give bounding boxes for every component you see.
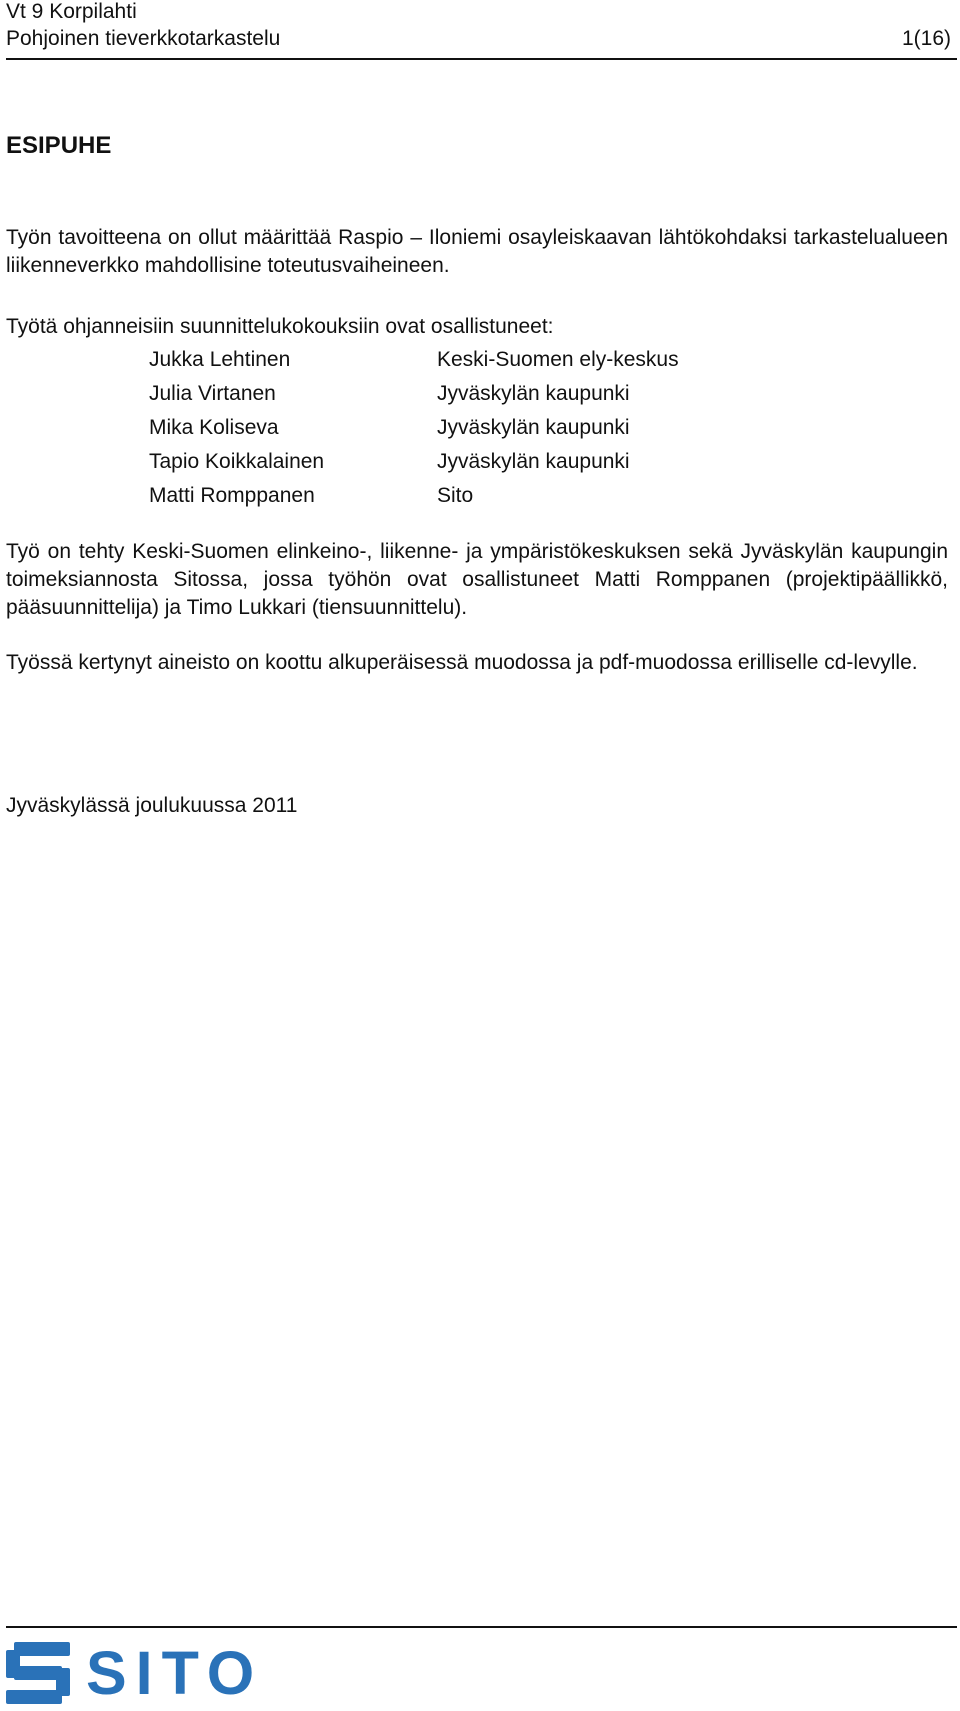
- participant-organization: Keski-Suomen ely-keskus: [437, 348, 679, 371]
- participant-name: Julia Virtanen: [149, 382, 276, 405]
- participant-organization: Sito: [437, 484, 474, 507]
- page-number: 1(16): [901, 27, 951, 50]
- document-title: ESIPUHE: [6, 132, 112, 159]
- work-description-paragraph: Työ on tehty Keski-Suomen elinkeino-, liikenne- ja ympäristökeskuksen sekä Jyväskylän kaupungin toimeksiannosta Sitossa, jossa työhön ovat osallistuneet Matti Romppanen (projektipäällikkö, pääsuunnittelija) ja Timo Lukkari (tiensuunnittelu).: [6, 540, 948, 619]
- participant-row: [149, 448, 799, 482]
- sito-s-logo-icon: [6, 1642, 70, 1704]
- page-header: [6, 0, 957, 60]
- header-project: Vt 9 Korpilahti: [6, 0, 137, 23]
- place-and-date: Jyväskylässä joulukuussa 2011: [6, 794, 298, 817]
- material-note-paragraph: Työssä kertynyt aineisto on koottu alkuperäisessä muodossa ja pdf-muodossa erilliselle cd-levylle.: [6, 651, 918, 674]
- participant-organization: Jyväskylän kaupunki: [437, 416, 630, 439]
- intro-paragraph: Työn tavoitteena on ollut määrittää Raspio – Iloniemi osayleiskaavan lähtökohdaksi tarkastelualueen liikenneverkko mahdollisine toteutusvaiheineen.: [6, 226, 948, 277]
- participant-organization: Jyväskylän kaupunki: [437, 382, 630, 405]
- sito-logo: [6, 1639, 266, 1707]
- participants-intro: Työtä ohjanneisiin suunnittelukokouksiin ovat osallistuneet:: [6, 315, 554, 338]
- participant-row: [149, 414, 799, 448]
- sito-logo-text: SITO: [86, 1639, 264, 1707]
- header-report-title: Pohjoinen tieverkkotarkastelu: [6, 27, 281, 50]
- participant-name: Jukka Lehtinen: [149, 348, 291, 371]
- participant-row: [149, 346, 799, 380]
- participant-row: [149, 482, 799, 516]
- participant-name: Tapio Koikkalainen: [149, 450, 325, 473]
- footer-divider: [6, 1626, 957, 1628]
- participants-list: [149, 346, 799, 516]
- participant-row: [149, 380, 799, 414]
- participant-name: Matti Romppanen: [149, 484, 315, 507]
- participant-name: Mika Koliseva: [149, 416, 279, 439]
- participant-organization: Jyväskylän kaupunki: [437, 450, 630, 473]
